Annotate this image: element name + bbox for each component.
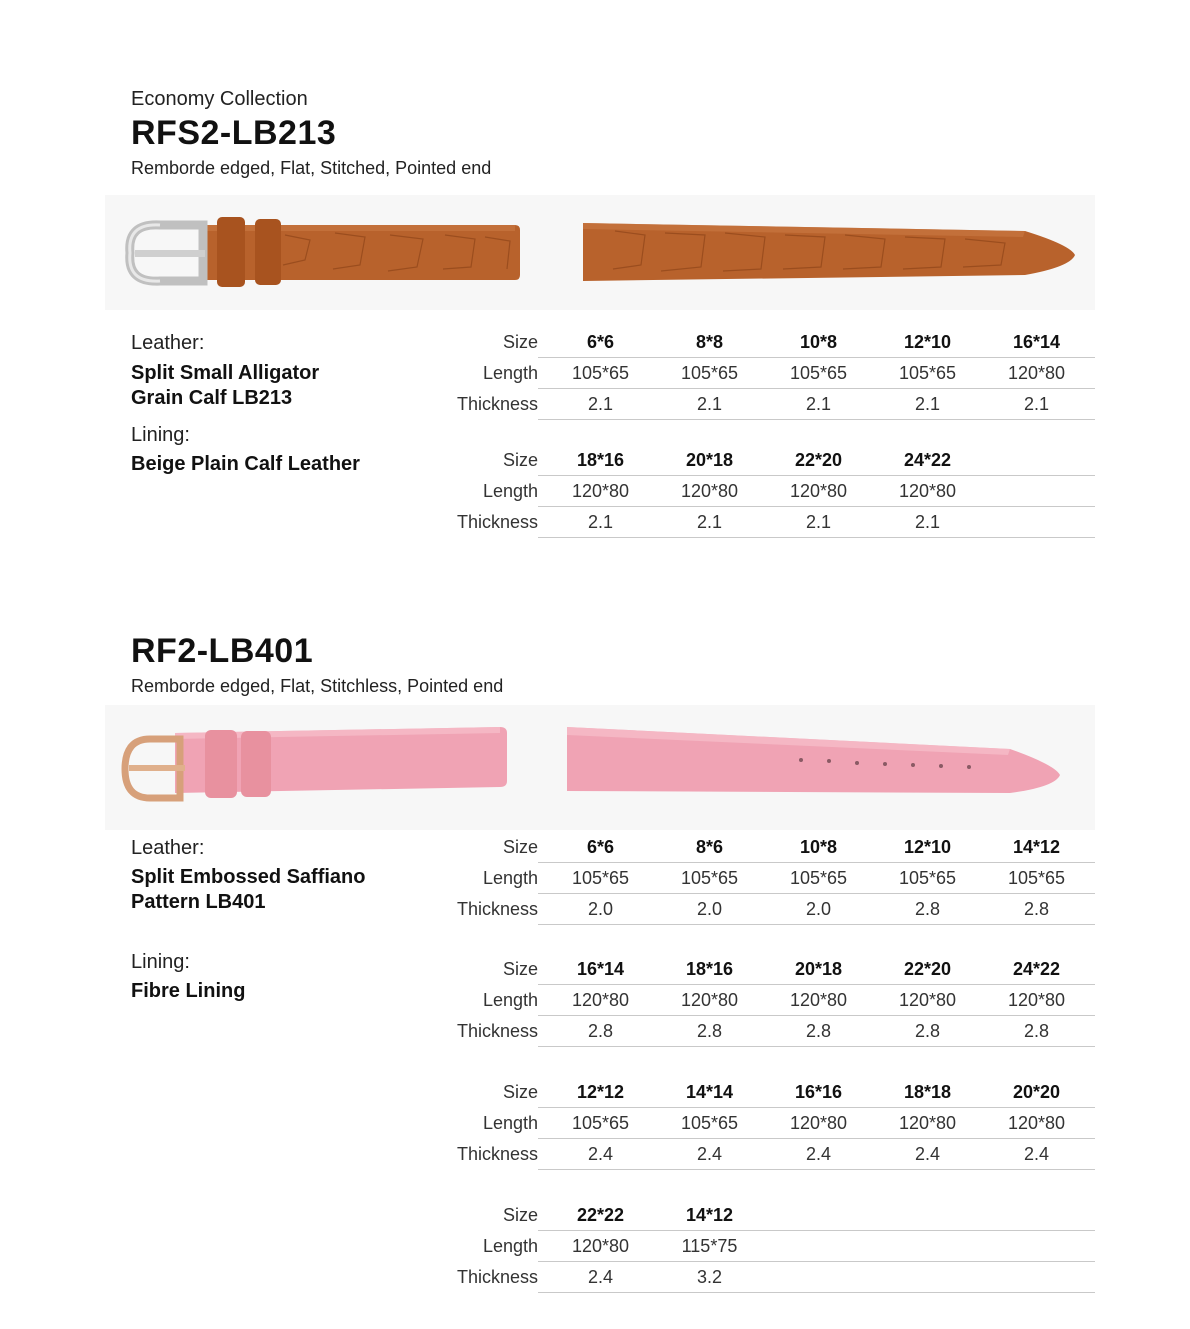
- thickness-row: [440, 894, 1095, 925]
- size-cell: 6*6: [586, 837, 615, 857]
- size-row-label: Size: [502, 450, 538, 470]
- length-cell: 105*65: [680, 1113, 739, 1133]
- size-cell: 20*18: [794, 959, 843, 979]
- lining-value-2: Fibre Lining: [131, 980, 246, 1002]
- length-cell: 105*65: [1007, 868, 1066, 888]
- thickness-cell: 2.8: [805, 1021, 832, 1041]
- row-divider: [538, 1292, 1095, 1293]
- length-cell: 120*80: [898, 1113, 957, 1133]
- spec-table-2-1: [440, 832, 1095, 925]
- size-cell: 8*8: [695, 332, 724, 352]
- size-row-label: Size: [502, 1205, 538, 1225]
- thickness-cell: 2.8: [1023, 1021, 1050, 1041]
- lining-label: Lining:: [131, 424, 190, 446]
- length-cell: 105*65: [571, 363, 630, 383]
- row-divider: [538, 419, 1095, 420]
- size-row: [440, 1077, 1095, 1108]
- thickness-cell: 2.4: [914, 1144, 941, 1164]
- leather-label: Leather:: [131, 332, 205, 354]
- leather-value-2-line-2: Pattern LB401: [131, 891, 266, 913]
- size-cell: 20*20: [1012, 1082, 1061, 1102]
- thickness-cell: 2.4: [587, 1144, 614, 1164]
- size-row-label: Size: [502, 837, 538, 857]
- length-cell: 105*65: [789, 868, 848, 888]
- thickness-row: [440, 507, 1095, 538]
- thickness-row-label: Thickness: [456, 1021, 538, 1041]
- size-cell: 16*14: [1012, 332, 1061, 352]
- size-cell: 12*10: [903, 332, 952, 352]
- thickness-cell: 2.4: [696, 1144, 723, 1164]
- spec-table-1-2: [440, 445, 1095, 538]
- row-divider: [538, 1169, 1095, 1170]
- length-row-label: Length: [482, 868, 538, 888]
- thickness-cell: 2.8: [1023, 899, 1050, 919]
- strap-photo-pink: [105, 705, 1095, 830]
- thickness-row: [440, 389, 1095, 420]
- thickness-cell: 2.4: [587, 1267, 614, 1287]
- thickness-row-label: Thickness: [456, 1144, 538, 1164]
- thickness-cell: 2.4: [805, 1144, 832, 1164]
- thickness-cell: 2.1: [587, 512, 614, 532]
- size-cell: 22*20: [903, 959, 952, 979]
- size-cell: 14*12: [685, 1205, 734, 1225]
- thickness-cell: 2.1: [696, 512, 723, 532]
- thickness-cell: 3.2: [696, 1267, 723, 1287]
- leather-value-line-2: Grain Calf LB213: [131, 387, 293, 409]
- length-cell: 115*75: [681, 1236, 738, 1256]
- thickness-cell: 2.8: [914, 899, 941, 919]
- size-row: [440, 954, 1095, 985]
- size-cell: 24*22: [903, 450, 952, 470]
- size-cell: 6*6: [586, 332, 615, 352]
- row-divider: [538, 1046, 1095, 1047]
- length-cell: 120*80: [1007, 363, 1066, 383]
- thickness-cell: 2.1: [587, 394, 614, 414]
- length-cell: 120*80: [571, 1236, 630, 1256]
- size-cell: 10*8: [799, 332, 838, 352]
- row-divider: [538, 537, 1095, 538]
- thickness-cell: 2.0: [696, 899, 723, 919]
- lining-label-2: Lining:: [131, 951, 190, 973]
- spec-table-2-3: [440, 1077, 1095, 1170]
- collection-title: Economy Collection: [131, 88, 308, 110]
- length-cell: 105*65: [789, 363, 848, 383]
- model-description-2: Remborde edged, Flat, Stitchless, Pointed end: [131, 676, 504, 696]
- size-cell: 14*12: [1012, 837, 1061, 857]
- row-divider: [538, 924, 1095, 925]
- thickness-cell: 2.8: [696, 1021, 723, 1041]
- model-description: Remborde edged, Flat, Stitched, Pointed end: [131, 158, 492, 178]
- size-cell: 16*16: [794, 1082, 843, 1102]
- thickness-cell: 2.0: [587, 899, 614, 919]
- size-cell: 12*12: [576, 1082, 625, 1102]
- size-cell: 14*14: [685, 1082, 734, 1102]
- size-cell: 12*10: [903, 837, 952, 857]
- thickness-row: [440, 1016, 1095, 1047]
- lining-value: Beige Plain Calf Leather: [131, 453, 360, 475]
- length-row-label: Length: [482, 990, 538, 1010]
- length-cell: 120*80: [789, 1113, 848, 1133]
- strap-photo-brown: [105, 195, 1095, 310]
- spec-table-2-2: [440, 954, 1095, 1047]
- thickness-row-label: Thickness: [456, 899, 538, 919]
- size-cell: 22*22: [576, 1205, 625, 1225]
- length-row: [440, 1108, 1095, 1139]
- size-cell: 22*20: [794, 450, 843, 470]
- leather-label-2: Leather:: [131, 837, 205, 859]
- size-row: [440, 1200, 1095, 1231]
- model-title: RFS2-LB213: [131, 114, 337, 152]
- thickness-cell: 2.1: [805, 512, 832, 532]
- length-cell: 105*65: [571, 1113, 630, 1133]
- length-cell: 105*65: [680, 868, 739, 888]
- length-cell: 105*65: [571, 868, 630, 888]
- spec-table-1-1: [440, 327, 1095, 420]
- length-row: [440, 1231, 1095, 1262]
- thickness-cell: 2.1: [696, 394, 723, 414]
- length-cell: 120*80: [680, 990, 739, 1010]
- size-cell: 20*18: [685, 450, 734, 470]
- thickness-cell: 2.8: [587, 1021, 614, 1041]
- thickness-cell: 2.1: [914, 394, 941, 414]
- length-cell: 105*65: [680, 363, 739, 383]
- thickness-cell: 2.4: [1023, 1144, 1050, 1164]
- size-row-label: Size: [502, 332, 538, 352]
- length-cell: 120*80: [571, 481, 630, 501]
- thickness-cell: 2.1: [1023, 394, 1050, 414]
- length-row: [440, 358, 1095, 389]
- length-row-label: Length: [482, 481, 538, 501]
- size-row: [440, 445, 1095, 476]
- leather-value-line-1: Split Small Alligator: [131, 362, 320, 384]
- size-row-label: Size: [502, 1082, 538, 1102]
- size-cell: 18*18: [903, 1082, 952, 1102]
- length-cell: 105*65: [898, 363, 957, 383]
- length-cell: 120*80: [1007, 990, 1066, 1010]
- length-row-label: Length: [482, 1236, 538, 1256]
- length-row: [440, 985, 1095, 1016]
- leather-value-2-line-1: Split Embossed Saffiano: [131, 866, 366, 888]
- thickness-cell: 2.8: [914, 1021, 941, 1041]
- size-cell: 16*14: [576, 959, 625, 979]
- thickness-row-label: Thickness: [456, 512, 538, 532]
- size-row: [440, 832, 1095, 863]
- size-cell: 24*22: [1012, 959, 1061, 979]
- length-row: [440, 863, 1095, 894]
- size-cell: 18*16: [576, 450, 625, 470]
- size-cell: 18*16: [685, 959, 734, 979]
- thickness-row: [440, 1262, 1095, 1293]
- size-cell: 10*8: [799, 837, 838, 857]
- length-cell: 105*65: [898, 868, 957, 888]
- model-title-2: RF2-LB401: [131, 632, 314, 670]
- thickness-cell: 2.1: [914, 512, 941, 532]
- length-row: [440, 476, 1095, 507]
- length-cell: 120*80: [571, 990, 630, 1010]
- length-cell: 120*80: [789, 990, 848, 1010]
- length-row-label: Length: [482, 1113, 538, 1133]
- thickness-row: [440, 1139, 1095, 1170]
- length-cell: 120*80: [789, 481, 848, 501]
- thickness-row-label: Thickness: [456, 1267, 538, 1287]
- thickness-cell: 2.0: [805, 899, 832, 919]
- length-cell: 120*80: [1007, 1113, 1066, 1133]
- size-row-label: Size: [502, 959, 538, 979]
- length-row-label: Length: [482, 363, 538, 383]
- thickness-cell: 2.1: [805, 394, 832, 414]
- length-cell: 120*80: [680, 481, 739, 501]
- thickness-row-label: Thickness: [456, 394, 538, 414]
- spec-table-2-4: [440, 1200, 1095, 1293]
- size-cell: 8*6: [695, 837, 724, 857]
- length-cell: 120*80: [898, 481, 957, 501]
- size-row: [440, 327, 1095, 358]
- length-cell: 120*80: [898, 990, 957, 1010]
